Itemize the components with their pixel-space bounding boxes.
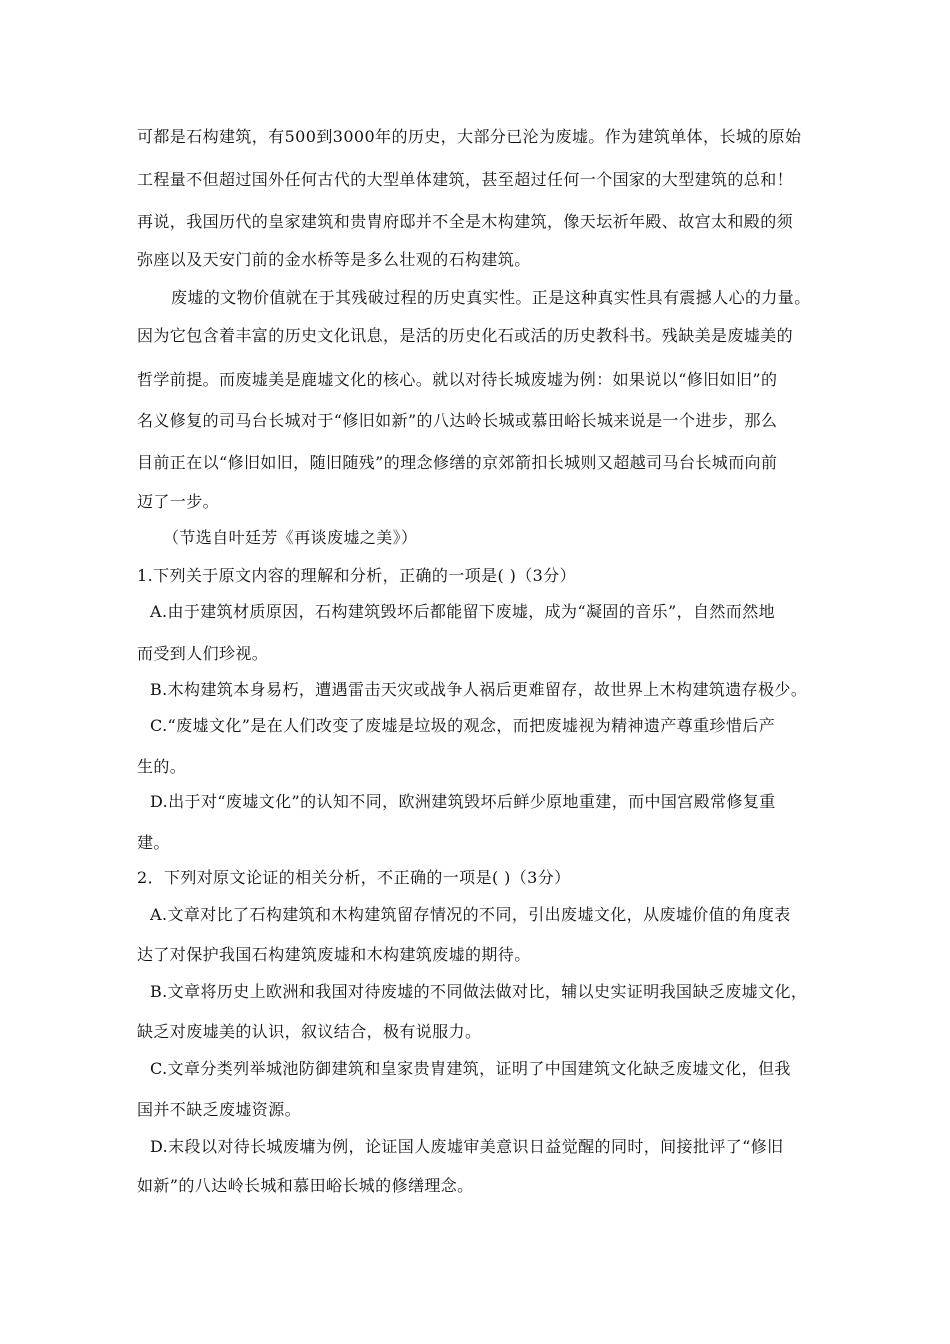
option-b: B.文章将历史上欧洲和我国对待废墟的不同做法做对比，辅以史实证明我国缺乏废墟文化， (150, 982, 808, 1001)
passage-line: 工程量不但超过国外任何古代的大型单体建筑，甚至超过任何一个国家的大型建筑的总和！ (137, 170, 794, 189)
passage-source: （节选自叶廷芳《再谈废墟之美》） (163, 528, 418, 547)
option-b-cont: 缺乏对废墟美的认识，叙议结合，极有说服力。 (137, 1022, 482, 1041)
passage-line: 弥座以及天安门前的金水桥等是多么壮观的石构建筑。 (137, 250, 531, 269)
option-c-cont: 国并不缺乏废墟资源。 (137, 1100, 302, 1119)
option-d-cont: 建。 (137, 833, 170, 852)
question-stem: 2．下列对原文论证的相关分析，不正确的一项是( )（3分） (137, 868, 571, 887)
passage-line: 可都是石构建筑，有500到3000年的历史，大部分已沦为废墟。作为建筑单体，长城的原始 (137, 127, 802, 146)
option-a-cont: 达了对保护我国石构建筑废墟和木构建筑废墟的期待。 (137, 945, 531, 964)
option-a: A.由于建筑材质原因，石构建筑毁坏后都能留下废墟，成为“凝固的音乐”，自然而然地 (150, 602, 776, 621)
option-a: A.文章对比了石构建筑和木构建筑留存情况的不同，引出废墟文化，从废墟价值的角度表 (150, 905, 791, 924)
option-c-cont: 生的。 (137, 757, 187, 776)
passage-line: 迈了一步。 (137, 492, 220, 511)
option-d: D.出于对“废墟文化”的认知不同，欧洲建筑毁坏后鲜少原地重建，而中国宫殿常修复重 (150, 792, 776, 811)
question-stem: 1.下列关于原文内容的理解和分析，正确的一项是( )（3分） (137, 566, 577, 585)
option-d-cont: 如新”的八达岭长城和慕田峪长城的修缮理念。 (137, 1176, 474, 1195)
passage-line: 哲学前提。而废墟美是鹿墟文化的核心。就以对待长城废墟为例：如果说以“修旧如旧”的 (137, 370, 778, 389)
option-c: C.文章分类列举城池防御建筑和皇家贵胄建筑，证明了中国建筑文化缺乏废墟文化，但我 (150, 1059, 791, 1078)
passage-line: 因为它包含着丰富的历史文化讯息，是活的历史化石或活的历史教科书。残缺美是废墟美的 (137, 326, 794, 345)
passage-line: 再说，我国历代的皇家建筑和贵胄府邸并不全是木构建筑，像天坛祈年殿、故宫太和殿的须 (137, 212, 794, 231)
option-d: D.末段以对待长城废墉为例，论证国人废墟审美意识日益觉醒的同时，间接批评了“修旧 (150, 1137, 784, 1156)
passage-line: 目前正在以“修旧如旧，随旧随残”的理念修缮的京郊箭扣长城则又超越司马台长城而向前 (137, 453, 778, 472)
option-a-cont: 而受到人们珍视。 (137, 644, 269, 663)
option-c: C.“废墟文化”是在人们改变了废墟是垃圾的观念，而把废墟视为精神遗产尊重珍惜后产 (150, 716, 776, 735)
passage-line: 废墟的文物价值就在于其残破过程的历史真实性。正是这种真实性具有震撼人心的力量。 (171, 288, 811, 307)
option-b: B.木构建筑本身易朽，遭遇雷击天灾或战争人祸后更难留存，故世界上木构建筑遗存极少。 (150, 680, 808, 699)
passage-line: 名义修复的司马台长城对于“修旧如新”的八达岭长城或慕田峪长城来说是一个进步，那么 (137, 411, 778, 430)
